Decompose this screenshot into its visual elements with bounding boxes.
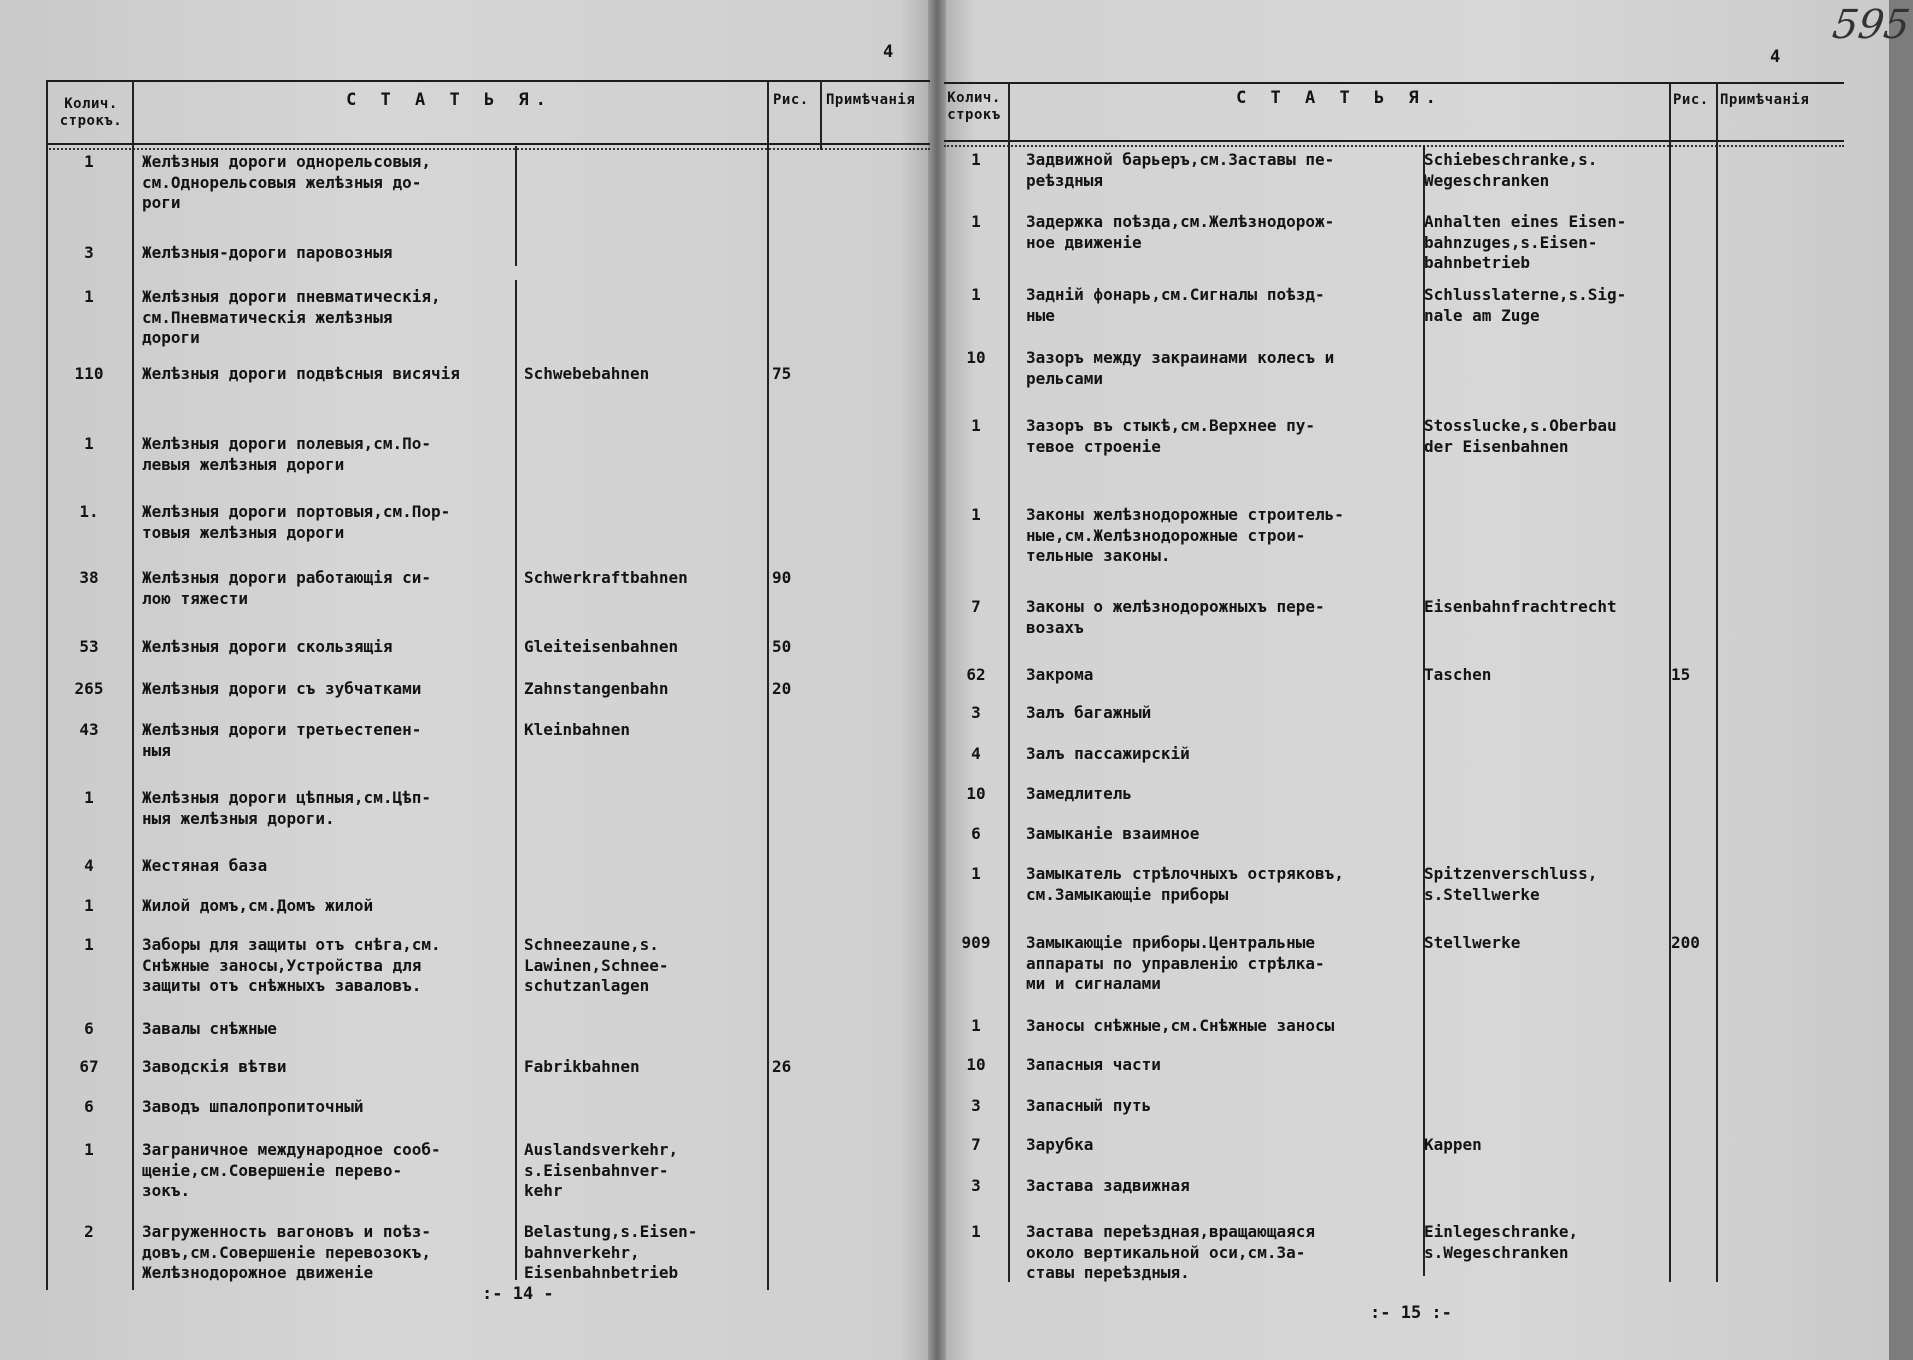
- left-page-number: 4: [883, 42, 894, 62]
- right-row-article: Замыкатель стрѣлочныхъ остряковъ, см.Замыкающіе приборы: [1026, 864, 1344, 904]
- left-row-count: 67: [79, 1057, 99, 1076]
- left-header-count: Колич. строкъ.: [59, 96, 123, 129]
- left-row-count: 265: [74, 679, 104, 698]
- right-row-article: Законы о желѣзнодорожныхъ пере- возахъ: [1026, 597, 1325, 637]
- left-row-count: 1: [84, 287, 94, 306]
- right-row-article: Зарубка: [1026, 1135, 1094, 1154]
- left-row-article: Желѣзныя дороги скользящія: [142, 637, 393, 656]
- right-row-count: 1: [971, 505, 981, 524]
- right-table-header-rule: [944, 140, 1844, 142]
- right-row-figure-count: 15: [1671, 665, 1691, 684]
- right-row-count: 7: [971, 1135, 981, 1154]
- left-row-figure-count: 20: [772, 679, 792, 698]
- left-row-count: 1: [84, 152, 94, 171]
- right-row-german-term: Schiebeschranke,s. Wegeschranken: [1424, 150, 1598, 190]
- left-row-figure-count: 26: [772, 1057, 792, 1076]
- right-header-note: Примѣчанія: [1720, 92, 1810, 108]
- left-row-count: 6: [84, 1019, 94, 1038]
- left-row-article: Заграничное международное сооб- щеніе,см.Совершеніе перево- зокъ.: [142, 1140, 441, 1200]
- right-row-article: Зазоръ между закраинами колесъ и рельсами: [1026, 348, 1335, 388]
- right-row-german-term: Eisenbahnfrachtrecht: [1424, 597, 1617, 616]
- right-row-article: Запасный путь: [1026, 1096, 1152, 1115]
- right-row-count: 3: [971, 703, 981, 722]
- right-row-article: Замыканіе взаимное: [1026, 824, 1200, 843]
- right-row-article: Зазоръ въ стыкѣ,см.Верхнее пу- тевое строеніе: [1026, 416, 1315, 456]
- right-row-article: Залъ пассажирскій: [1026, 744, 1190, 763]
- right-row-article: Залъ багажный: [1026, 703, 1152, 722]
- right-row-count: 909: [961, 933, 991, 952]
- left-row-article: Желѣзныя дороги пневматическія, см.Пневматическія желѣзныя дороги: [142, 287, 441, 347]
- right-row-german-term: Stosslucke,s.Oberbau der Eisenbahnen: [1424, 416, 1617, 456]
- left-row-count: 4: [84, 856, 94, 875]
- right-row-article: Заносы снѣжные,см.Снѣжные заносы: [1026, 1016, 1335, 1035]
- left-row-german-term: Schwerkraftbahnen: [524, 568, 688, 587]
- left-row-german-term: Schwebebahnen: [524, 364, 650, 383]
- right-row-count: 10: [966, 1055, 986, 1074]
- right-row-article: Задній фонарь,см.Сигналы поѣзд- ные: [1026, 285, 1325, 325]
- right-table-header-dotted-rule: [944, 145, 1844, 147]
- right-page-number: 4: [1770, 47, 1781, 67]
- right-row-article: Застава задвижная: [1026, 1176, 1190, 1195]
- right-row-count: 7: [971, 597, 981, 616]
- left-row-count: 38: [79, 568, 99, 587]
- right-row-count: 3: [971, 1176, 981, 1195]
- right-count-column-rule: [1008, 82, 1010, 1282]
- left-row-german-term: Auslandsverkehr, s.Eisenbahnver- kehr: [524, 1140, 679, 1200]
- left-row-article: Желѣзныя дороги съ зубчатками: [142, 679, 422, 698]
- left-row-german-term: Fabrikbahnen: [524, 1057, 640, 1076]
- left-row-article: Завалы снѣжные: [142, 1019, 277, 1038]
- left-row-german-term: Belastung,s.Eisen- bahnverkehr, Eisenbahnbetrieb: [524, 1222, 698, 1282]
- right-row-german-term: Einlegeschranke, s.Wegeschranken: [1424, 1222, 1579, 1262]
- right-row-article: Законы желѣзнодорожные строитель- ные,см.Желѣзнодорожные строи- тельные законы.: [1026, 505, 1344, 565]
- left-table-top-rule: [46, 80, 930, 82]
- right-row-count: 1: [971, 212, 981, 231]
- left-table-header-rule: [46, 143, 930, 145]
- right-row-count: 6: [971, 824, 981, 843]
- right-row-count: 10: [966, 784, 986, 803]
- left-row-german-term: Schneezaune,s. Lawinen,Schnee- schutzanlagen: [524, 935, 669, 995]
- left-row-article: Жилой домъ,см.Домъ жилой: [142, 896, 374, 915]
- left-row-count: 43: [79, 720, 99, 739]
- left-row-count: 1: [84, 1140, 94, 1159]
- left-row-figure-count: 75: [772, 364, 792, 383]
- left-row-count: 1: [84, 935, 94, 954]
- left-row-count: 1: [84, 434, 94, 453]
- left-row-count: 6: [84, 1097, 94, 1116]
- right-row-article: Задержка поѣзда,см.Желѣзнодорож- ное движеніе: [1026, 212, 1335, 252]
- left-german-column-rule: [515, 146, 517, 266]
- right-row-count: 1: [971, 150, 981, 169]
- left-row-article: Желѣзныя-дороги паровозныя: [142, 243, 393, 262]
- left-row-figure-count: 90: [772, 568, 792, 587]
- right-row-count: 10: [966, 348, 986, 367]
- left-row-article: Заводъ шпалопропиточный: [142, 1097, 364, 1116]
- right-row-count: 3: [971, 1096, 981, 1115]
- left-row-german-term: Zahnstangenbahn: [524, 679, 669, 698]
- right-row-article: Задвижной барьеръ,см.Заставы пе- реѣздныя: [1026, 150, 1335, 190]
- right-page-footer: :- 15 :-: [1370, 1303, 1452, 1323]
- left-header-figure: Рис.: [773, 92, 809, 108]
- right-header-figure: Рис.: [1673, 92, 1709, 108]
- left-fig-column-rule: [767, 80, 769, 1290]
- left-row-article: Желѣзныя дороги подвѣсныя висячія: [142, 364, 460, 383]
- right-note-column-rule: [1716, 82, 1718, 1282]
- right-row-count: 4: [971, 744, 981, 763]
- left-table-header-dotted-rule: [46, 148, 930, 150]
- left-row-article: Желѣзныя дороги портовыя,см.Пор- товыя желѣзныя дороги: [142, 502, 451, 542]
- handwritten-folio-number: 595: [1829, 2, 1913, 48]
- right-row-german-term: Anhalten eines Eisen- bahnzuges,s.Eisen- bahnbetrieb: [1424, 212, 1627, 272]
- left-note-column-rule: [820, 80, 822, 150]
- right-row-article: Запасныя части: [1026, 1055, 1161, 1074]
- right-header-count: Колич. строкъ: [947, 90, 1001, 123]
- left-row-count: 1: [84, 896, 94, 915]
- right-row-article: Застава переѣздная,вращающаяся около вертикальной оси,см.За- ставы переѣздныя.: [1026, 1222, 1315, 1282]
- right-row-count: 1: [971, 416, 981, 435]
- left-count-column-rule: [132, 80, 134, 1290]
- right-row-count: 1: [971, 864, 981, 883]
- right-row-german-term: Taschen: [1424, 665, 1492, 684]
- left-german-column-rule-2: [515, 280, 517, 1280]
- right-row-article: Замедлитель: [1026, 784, 1132, 803]
- left-row-article: Желѣзныя дороги третьестепен- ныя: [142, 720, 422, 760]
- right-row-german-term: Kappen: [1424, 1135, 1482, 1154]
- left-row-article: Загруженность вагоновъ и поѣз- довъ,см.Совершеніе перевозокъ, Желѣзнодорожное движеніе: [142, 1222, 431, 1282]
- left-header-article: С Т А Т Ь Я.: [346, 90, 553, 110]
- left-row-count: 53: [79, 637, 99, 656]
- right-row-count: 1: [971, 1016, 981, 1035]
- right-row-article: Замыкающіе приборы.Центральные аппараты по управленію стрѣлка- ми и сигналами: [1026, 933, 1325, 993]
- right-row-german-term: Schlusslaterne,s.Sig- nale am Zuge: [1424, 285, 1627, 325]
- left-row-article: Заборы для защиты отъ снѣга,см. Снѣжные заносы,Устройства для защиты отъ снѣжныхъ заваловъ.: [142, 935, 441, 995]
- left-row-article: Желѣзныя дороги цѣпныя,см.Цѣп- ныя желѣзныя дороги.: [142, 788, 431, 828]
- left-row-count: 1.: [79, 502, 99, 521]
- right-row-count: 1: [971, 1222, 981, 1241]
- left-row-article: Желѣзныя дороги работающія си- лою тяжести: [142, 568, 431, 608]
- right-row-figure-count: 200: [1671, 933, 1700, 952]
- left-header-note: Примѣчанія: [826, 92, 916, 108]
- left-row-article: Заводскія вѣтви: [142, 1057, 287, 1076]
- left-row-article: Желѣзныя дороги однорельсовыя, см.Однорельсовыя желѣзныя до- роги: [142, 152, 431, 212]
- left-row-article: Жестяная база: [142, 856, 268, 875]
- left-row-count: 1: [84, 788, 94, 807]
- left-row-count: 2: [84, 1222, 94, 1241]
- left-row-count: 110: [74, 364, 104, 383]
- left-row-figure-count: 50: [772, 637, 792, 656]
- right-header-article: С Т А Т Ь Я.: [1236, 88, 1443, 108]
- right-row-article: Закрома: [1026, 665, 1094, 684]
- right-row-german-term: Stellwerke: [1424, 933, 1521, 952]
- left-row-count: 3: [84, 243, 94, 262]
- left-page-footer: :- 14 -: [482, 1284, 554, 1304]
- left-row-german-term: Kleinbahnen: [524, 720, 630, 739]
- right-row-german-term: Spitzenverschluss, s.Stellwerke: [1424, 864, 1598, 904]
- left-row-german-term: Gleiteisenbahnen: [524, 637, 679, 656]
- right-table-top-rule: [944, 82, 1844, 84]
- right-row-count: 62: [966, 665, 986, 684]
- left-row-article: Желѣзныя дороги полевыя,см.По- левыя желѣзныя дороги: [142, 434, 431, 474]
- right-row-count: 1: [971, 285, 981, 304]
